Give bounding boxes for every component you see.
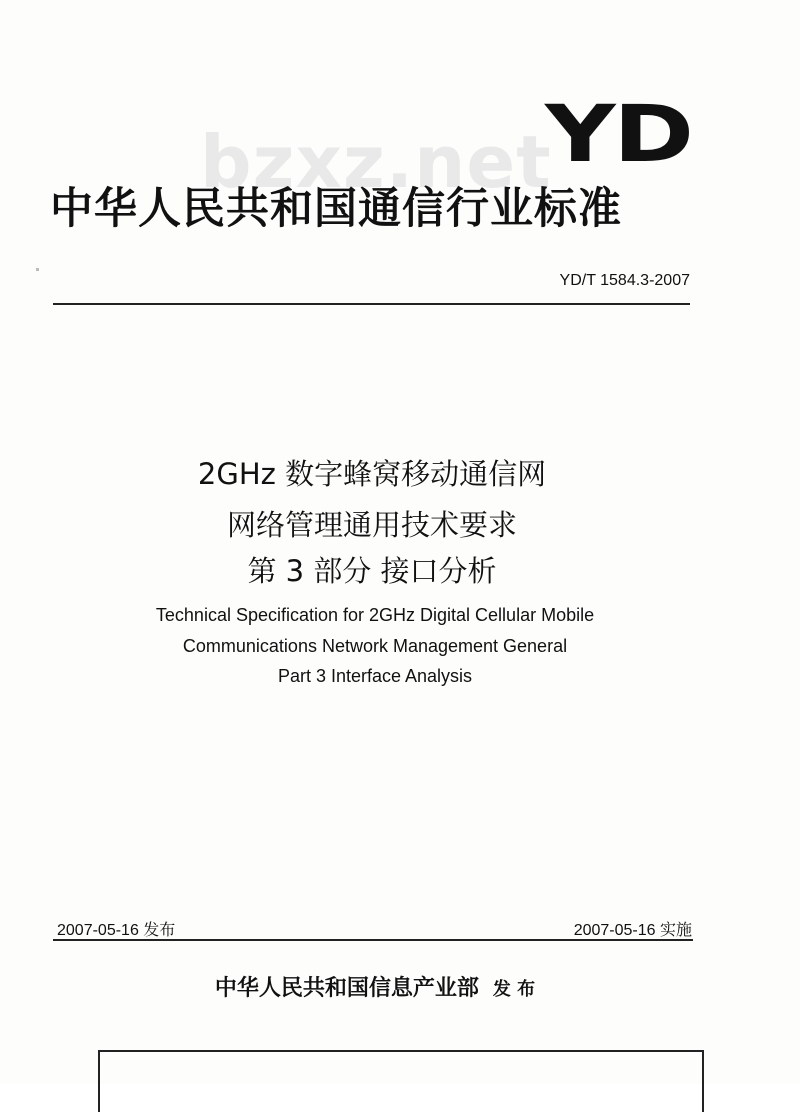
scan-speck: [36, 268, 39, 271]
standard-title: 中华人民共和国通信行业标准: [50, 184, 622, 234]
yd-logo: YD: [545, 90, 692, 180]
title-en-line2: Communications Network Management General: [182, 636, 568, 656]
bottom-frame: [98, 1050, 704, 1112]
publisher-name: 中华人民共和国信息产业部: [214, 975, 479, 1001]
title-en-line3: Part 3 Interface Analysis: [277, 666, 473, 686]
issue-date: 2007-05-16 发布: [57, 922, 176, 939]
top-divider: [53, 303, 690, 305]
implement-date: 2007-05-16 实施: [573, 922, 692, 939]
publisher-line: [0, 971, 750, 1002]
watermark: bzxz.net: [200, 120, 552, 204]
title-en-line1: Technical Specification for 2GHz Digital Cellular Mobile: [155, 605, 595, 625]
title-cn-line2: 网络管理通用技术要求: [226, 508, 517, 542]
publisher-action: 发 布: [492, 979, 536, 1000]
bottom-divider: [53, 939, 693, 941]
title-cn-line3: 第 3 部分 接口分析: [247, 554, 497, 588]
title-cn-line1: 2GHz 数字蜂窝移动通信网: [197, 457, 547, 491]
doc-number: YD/T 1584.3-2007: [559, 272, 690, 289]
